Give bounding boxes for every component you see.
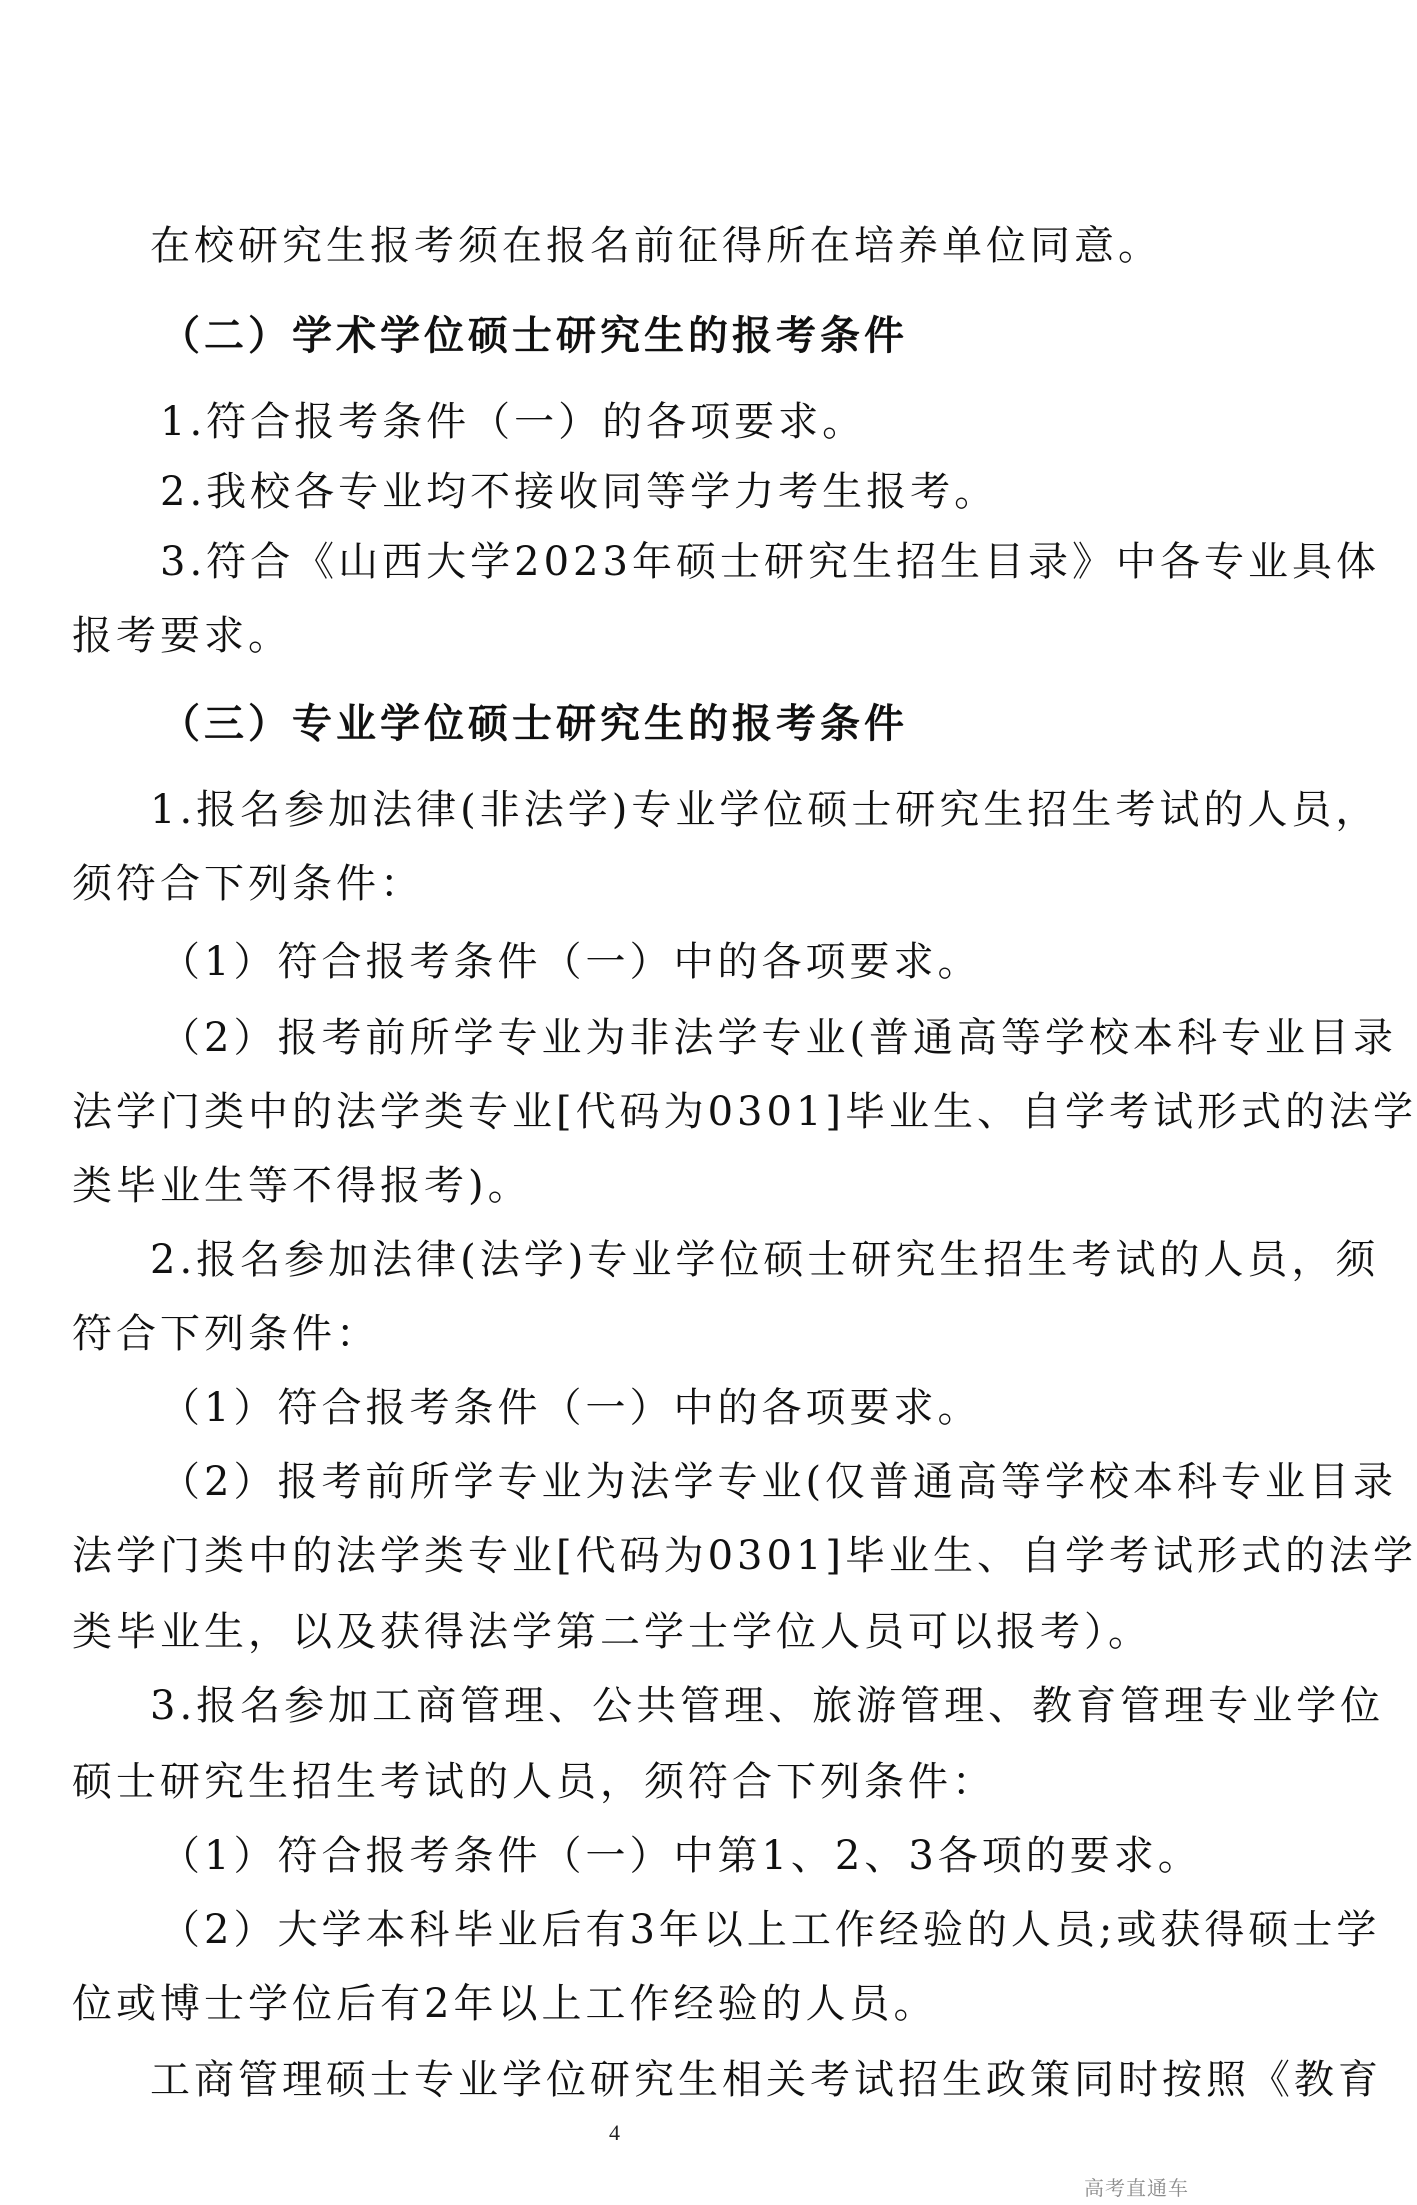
paragraph-line: 3.符合《山西大学2023年硕士研究生招生目录》中各专业具体 bbox=[160, 539, 1380, 585]
paragraph-line: 3.报名参加工商管理、公共管理、旅游管理、教育管理专业学位 bbox=[150, 1683, 1385, 1729]
section-heading-3: （三）专业学位硕士研究生的报考条件 bbox=[160, 701, 908, 747]
paragraph-line: 位或博士学位后有2年以上工作经验的人员。 bbox=[72, 1981, 938, 2027]
paragraph-line: （2）报考前所学专业为非法学专业(普通高等学校本科专业目录 bbox=[160, 1015, 1398, 1061]
paragraph-line: 1.符合报考条件（一）的各项要求。 bbox=[160, 399, 867, 445]
watermark: 高考直通车 bbox=[1084, 2176, 1189, 2200]
paragraph-line: 类毕业生，以及获得法学第二学士学位人员可以报考）。 bbox=[72, 1609, 1152, 1655]
paragraph-line: （1）符合报考条件（一）中的各项要求。 bbox=[160, 939, 982, 985]
paragraph-line: （1）符合报考条件（一）中第1、2、3各项的要求。 bbox=[160, 1833, 1202, 1879]
paragraph-line: 报考要求。 bbox=[72, 613, 292, 659]
paragraph-line: 法学门类中的法学类专业[代码为0301]毕业生、自学考试形式的法学 bbox=[72, 1533, 1417, 1579]
page-number: 4 bbox=[609, 2120, 620, 2145]
paragraph-line: （2）大学本科毕业后有3年以上工作经验的人员;或获得硕士学 bbox=[160, 1907, 1381, 1953]
paragraph-line: 2.报名参加法律(法学)专业学位硕士研究生招生考试的人员，须 bbox=[150, 1237, 1380, 1283]
paragraph-line: 须符合下列条件： bbox=[72, 861, 424, 907]
paragraph-line: 工商管理硕士专业学位研究生相关考试招生政策同时按照《教育 bbox=[150, 2057, 1382, 2103]
paragraph-line: 1.报名参加法律(非法学)专业学位硕士研究生招生考试的人员， bbox=[150, 787, 1380, 833]
paragraph-line: （2）报考前所学专业为法学专业(仅普通高等学校本科专业目录 bbox=[160, 1459, 1398, 1505]
paragraph-line: （1）符合报考条件（一）中的各项要求。 bbox=[160, 1385, 982, 1431]
section-heading-2: （二）学术学位硕士研究生的报考条件 bbox=[160, 313, 908, 359]
paragraph-line: 法学门类中的法学类专业[代码为0301]毕业生、自学考试形式的法学 bbox=[72, 1089, 1417, 1135]
paragraph-line: 2.我校各专业均不接收同等学力考生报考。 bbox=[160, 469, 999, 515]
paragraph-line: 硕士研究生招生考试的人员，须符合下列条件： bbox=[72, 1759, 996, 1805]
paragraph-line: 符合下列条件： bbox=[72, 1311, 380, 1357]
paragraph-line: 类毕业生等不得报考)。 bbox=[72, 1163, 532, 1209]
paragraph-line: 在校研究生报考须在报名前征得所在培养单位同意。 bbox=[150, 223, 1162, 269]
